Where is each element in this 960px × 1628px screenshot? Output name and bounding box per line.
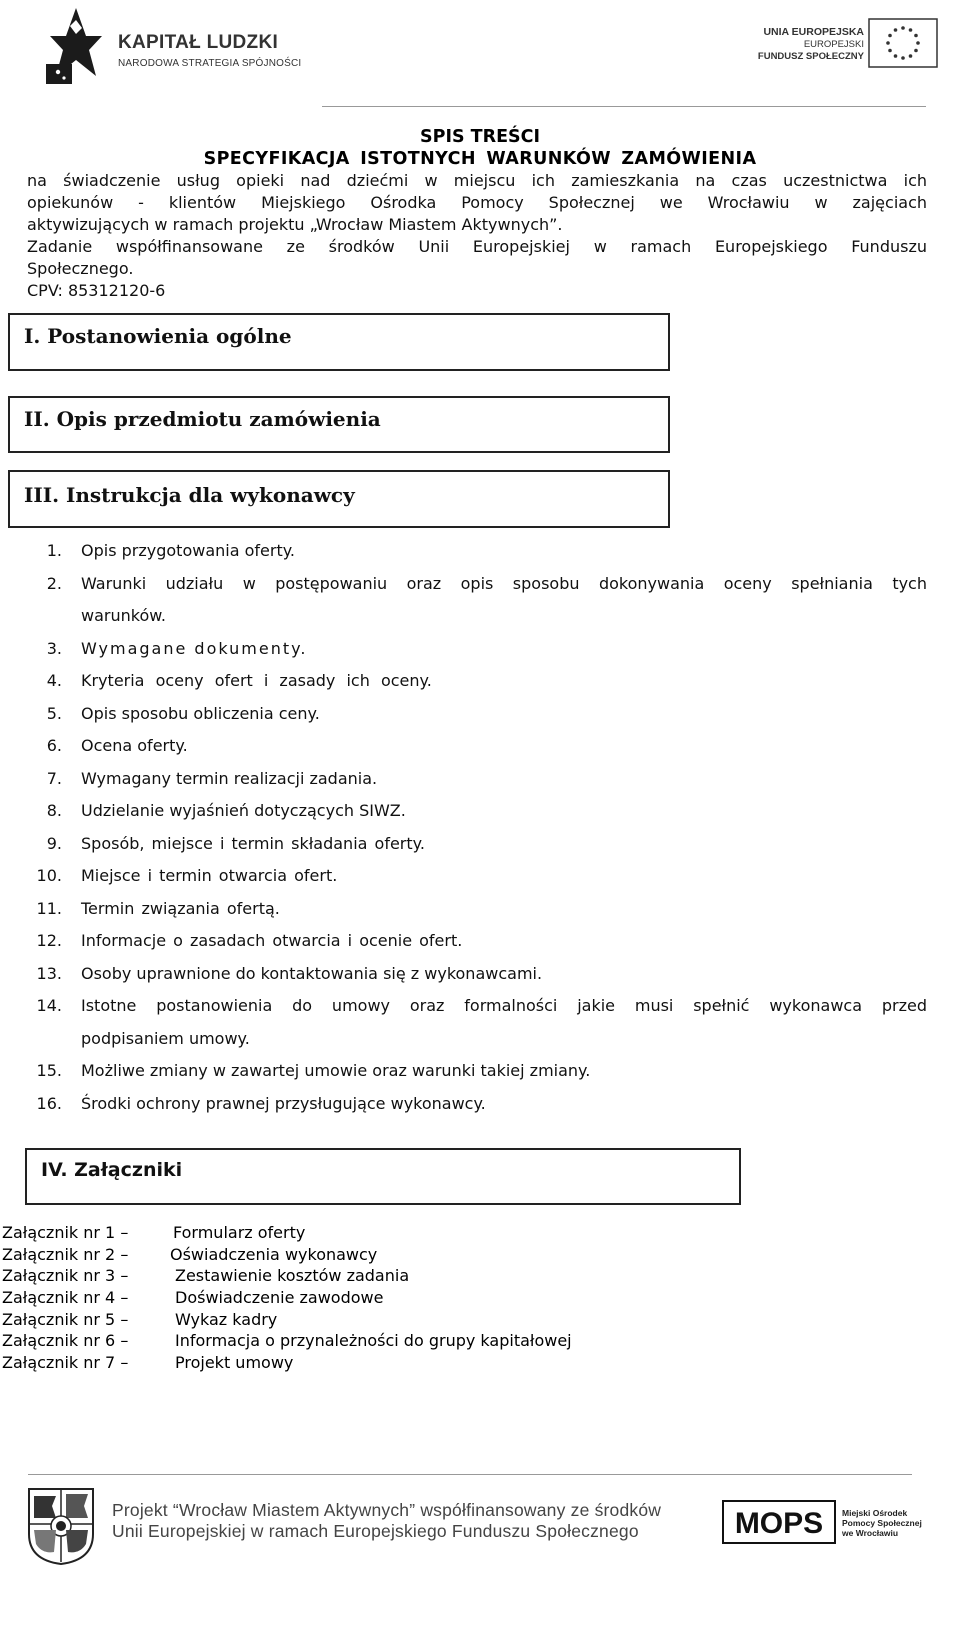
doc-subtitle: SPECYFIKACJA ISTOTNYCH WARUNKÓW ZAMÓWIENIA — [203, 149, 757, 169]
attachment-label: Załącznik nr 1 – — [2, 1223, 129, 1242]
mops-line-2: Pomocy Społecznej — [842, 1518, 922, 1528]
attachment-label: Załącznik nr 7 – — [2, 1353, 129, 1372]
eu-star-icon — [909, 54, 913, 58]
mops-line-3: we Wrocławiu — [842, 1528, 899, 1538]
toc-num: 16. — [36, 1094, 62, 1113]
toc-num: 9. — [46, 834, 62, 853]
wroclaw-crest-icon — [26, 1486, 96, 1566]
eu-star-icon — [901, 56, 905, 60]
toc-item: Wymagany termin realizacji zadania. — [81, 769, 378, 788]
mops-logo — [722, 1500, 926, 1548]
eu-line-1: UNIA EUROPEJSKA — [763, 26, 864, 38]
eu-logo — [756, 16, 946, 72]
toc-item: Istotne postanowienia do umowy oraz formalności jakie musi spełnić wykonawca przed — [81, 996, 927, 1015]
attachment-label: Załącznik nr 2 – — [2, 1245, 129, 1264]
toc-num: 12. — [36, 931, 62, 950]
toc-num: 10. — [36, 866, 62, 885]
eu-star-icon — [901, 26, 905, 30]
footer-line-1: Projekt “Wrocław Miastem Aktywnych” współfinansowany ze środków — [112, 1500, 662, 1520]
toc-num: 5. — [46, 704, 62, 723]
toc-item: Kryteria oceny ofert i zasady ich oceny. — [81, 671, 432, 690]
eu-star-icon — [916, 41, 920, 45]
toc-item: Informacje o zasadach otwarcia i ocenie ofert. — [81, 931, 463, 950]
attachment-label: Załącznik nr 5 – — [2, 1310, 129, 1329]
toc-item: Osoby uprawnione do kontaktowania się z wykonawcami. — [81, 964, 543, 983]
toc-item: Wymagane dokumenty. — [81, 639, 308, 658]
eu-star-icon — [914, 49, 918, 53]
attachment-text: Informacja o przynależności do grupy kapitałowej — [175, 1331, 572, 1350]
eu-flag-icon — [868, 18, 938, 68]
intro-line-1: na świadczenie usług opieki nad dziećmi w miejscu ich zamieszkania na czas uczestnictwa ich — [27, 171, 927, 190]
attachment-text: Formularz oferty — [173, 1223, 306, 1242]
toc-item: Termin związania ofertą. — [81, 899, 280, 918]
toc-num: 14. — [36, 996, 62, 1015]
toc-item: Warunki udziału w postępowaniu oraz opis sposobu dokonywania oceny spełniania tych — [81, 574, 927, 593]
footer-divider — [28, 1474, 912, 1475]
toc-num: 7. — [46, 769, 62, 788]
section-box-1 — [8, 313, 670, 371]
footer-line-2: Unii Europejskiej w ramach Europejskiego Funduszu Społecznego — [112, 1521, 639, 1541]
mops-wordmark-icon — [722, 1500, 836, 1544]
attachment-text: Doświadczenie zawodowe — [175, 1288, 384, 1307]
toc-item: Opis przygotowania oferty. — [81, 541, 295, 560]
eu-star-icon — [909, 28, 913, 32]
toc-num: 1. — [46, 541, 62, 560]
mops-wordmark-text: MOPS — [734, 1507, 824, 1540]
section-title-3: III. Instrukcja dla wykonawcy — [24, 483, 355, 507]
kapital-ludzki-logo — [46, 6, 306, 86]
attachment-text: Oświadczenia wykonawcy — [170, 1245, 378, 1264]
toc-item-cont: warunków. — [81, 606, 166, 625]
section-title-1: I. Postanowienia ogólne — [24, 324, 292, 348]
eu-star-icon — [888, 34, 892, 38]
toc-item: Opis sposobu obliczenia ceny. — [81, 704, 320, 723]
toc-num: 6. — [46, 736, 62, 755]
toc-num: 2. — [46, 574, 62, 593]
toc-num: 11. — [36, 899, 62, 918]
eu-star-icon — [914, 34, 918, 38]
intro-line-4: Zadanie współfinansowane ze środków Unii Europejskiej w ramach Europejskiego Funduszu — [27, 237, 927, 256]
section-title-2: II. Opis przedmiotu zamówienia — [24, 407, 381, 431]
section-title-4: IV. Załączniki — [41, 1159, 183, 1181]
intro-line-5: Społecznego. — [27, 259, 134, 278]
attachment-text: Wykaz kadry — [175, 1310, 278, 1329]
eu-line-3: FUNDUSZ SPOŁECZNY — [757, 51, 864, 62]
toc-num: 4. — [46, 671, 62, 690]
toc-item: Miejsce i termin otwarcia ofert. — [81, 866, 338, 885]
eu-star-icon — [886, 41, 890, 45]
eu-star-icon — [894, 28, 898, 32]
toc-num: 8. — [46, 801, 62, 820]
section-box-3 — [8, 470, 670, 528]
toc-item: Środki ochrony prawnej przysługujące wykonawcy. — [81, 1094, 486, 1113]
attachment-label: Załącznik nr 4 – — [2, 1288, 129, 1307]
mops-line-1: Miejski Ośrodek — [842, 1508, 908, 1518]
intro-line-2: opiekunów - klientów Miejskiego Ośrodka Pomocy Społecznej we Wrocławiu w zajęciach — [27, 193, 927, 212]
attachment-text: Projekt umowy — [175, 1353, 294, 1372]
toc-num: 13. — [36, 964, 62, 983]
attachment-label: Załącznik nr 3 – — [2, 1266, 129, 1285]
cpv-code: CPV: 85312120-6 — [27, 281, 166, 300]
toc-item-cont: podpisaniem umowy. — [81, 1029, 250, 1048]
toc-num: 3. — [46, 639, 62, 658]
toc-item: Możliwe zmiany w zawartej umowie oraz warunki takiej zmiany. — [81, 1061, 591, 1080]
eu-star-icon — [894, 54, 898, 58]
eu-star-icon — [888, 49, 892, 53]
toc-item: Sposób, miejsce i termin składania oferty. — [81, 834, 425, 853]
doc-title: SPIS TREŚCI — [420, 127, 540, 147]
kapital-ludzki-star-icon — [46, 6, 104, 86]
toc-num: 15. — [36, 1061, 62, 1080]
section-box-4 — [25, 1148, 741, 1205]
attachment-text: Zestawienie kosztów zadania — [175, 1266, 410, 1285]
section-box-2 — [8, 396, 670, 453]
eu-line-2: EUROPEJSKI — [803, 39, 864, 50]
intro-line-3: aktywizujących w ramach projektu „Wrocław Miastem Aktywnych”. — [27, 215, 563, 234]
attachment-label: Załącznik nr 6 – — [2, 1331, 129, 1350]
header-divider — [322, 106, 926, 107]
kapital-ludzki-subtitle: NARODOWA STRATEGIA SPÓJNOŚCI — [118, 58, 302, 69]
toc-item: Ocena oferty. — [81, 736, 188, 755]
kapital-ludzki-title: KAPITAŁ LUDZKI — [118, 32, 279, 53]
toc-item: Udzielanie wyjaśnień dotyczących SIWZ. — [81, 801, 406, 820]
